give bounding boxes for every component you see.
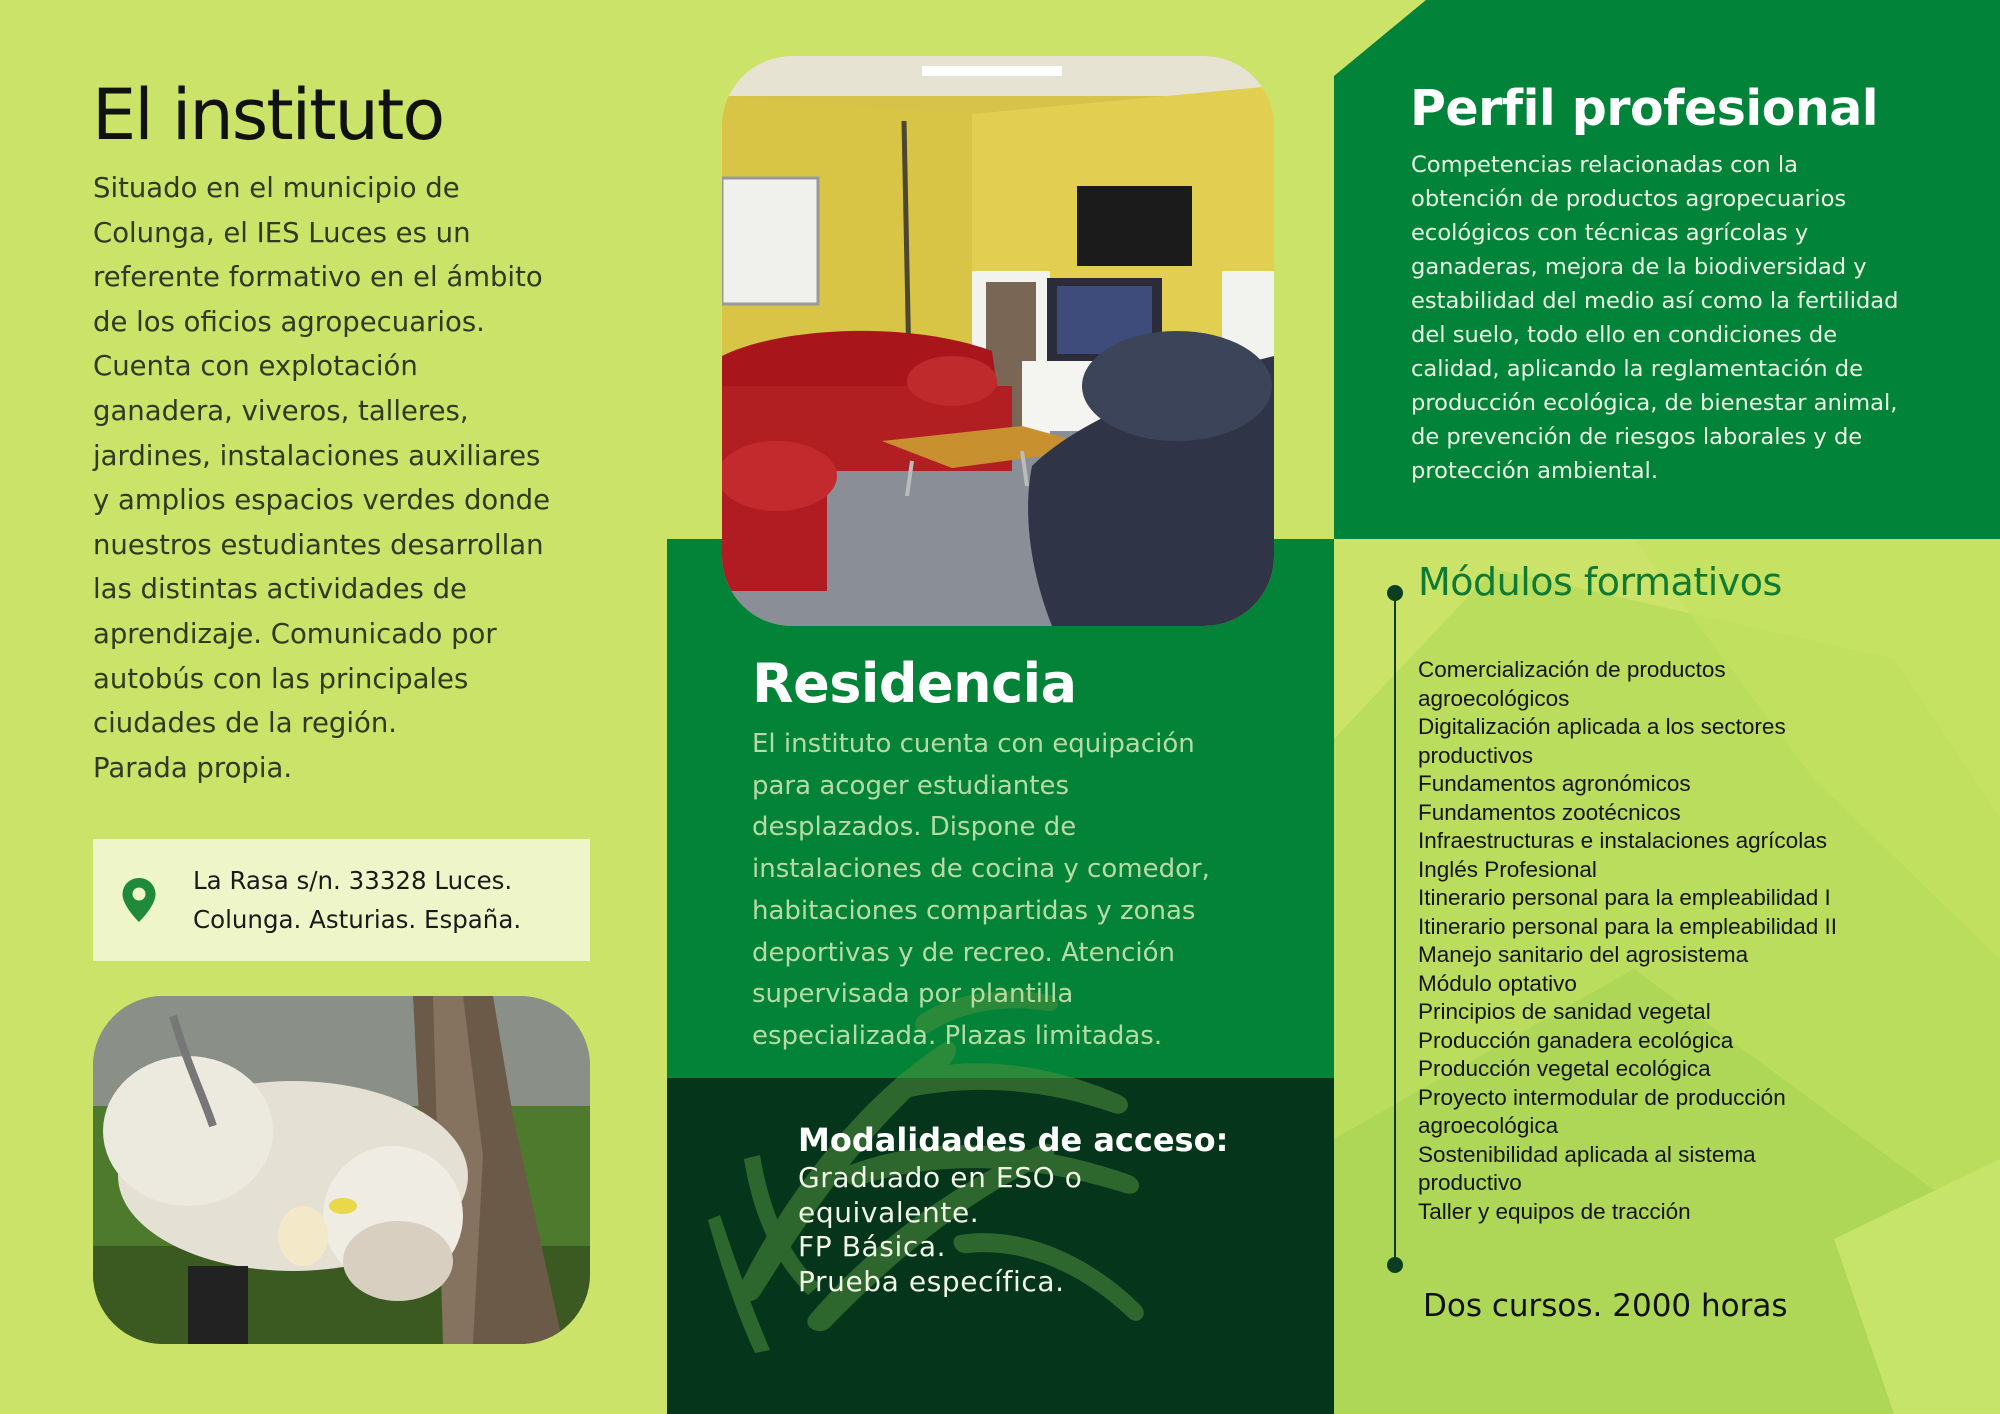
- institute-line: Parada propia.: [93, 751, 293, 784]
- profile-line: obtención de productos agropecuarios: [1411, 186, 1847, 212]
- module-item: Taller y equipos de tracción: [1418, 1198, 1691, 1224]
- institute-line: referente formativo en el ámbito: [93, 261, 543, 294]
- access-line: FP Básica.: [798, 1230, 947, 1263]
- address-box: [93, 839, 590, 961]
- institute-line: ganadera, viveros, talleres,: [93, 394, 469, 427]
- module-item: Producción ganadera ecológica: [1418, 1027, 1734, 1053]
- institute-title: El instituto: [92, 74, 444, 156]
- profile-description: [1411, 148, 1971, 488]
- profile-line: ecológicos con técnicas agrícolas y: [1411, 220, 1809, 246]
- modules-title: Módulos formativos: [1418, 560, 1782, 604]
- modules-list: [1418, 656, 1978, 1226]
- module-item: Itinerario personal para la empleabilidad II: [1418, 913, 1837, 939]
- profile-line: del suelo, todo ello en condiciones de: [1411, 322, 1838, 348]
- institute-line: Situado en el municipio de: [93, 172, 460, 204]
- profile-line: producción ecológica, de bienestar animal,: [1411, 390, 1898, 416]
- address-text: [193, 861, 521, 939]
- profile-line: protección ambiental.: [1411, 458, 1659, 484]
- institute-line: jardines, instalaciones auxiliares: [93, 439, 541, 472]
- module-item: Fundamentos zootécnicos: [1418, 799, 1681, 825]
- module-item: Módulo optativo: [1418, 970, 1577, 996]
- residence-line: supervisada por plantilla: [752, 979, 1074, 1010]
- institute-line: las distintas actividades de: [93, 573, 467, 606]
- profile-line: calidad, aplicando la reglamentación de: [1411, 356, 1864, 382]
- location-pin-icon: [121, 877, 157, 923]
- residence-line: desplazados. Dispone de: [752, 812, 1077, 843]
- module-item: Inglés Profesional: [1418, 856, 1597, 882]
- institute-line: autobús con las principales: [93, 662, 469, 695]
- profile-line: Competencias relacionadas con la: [1411, 152, 1798, 178]
- module-item: Producción vegetal ecológica: [1418, 1056, 1711, 1081]
- institute-line: nuestros estudiantes desarrollan: [93, 528, 544, 561]
- residence-line: El instituto cuenta con equipación: [752, 729, 1195, 759]
- institute-line: Colunga, el IES Luces es un: [93, 216, 471, 249]
- module-item: Manejo sanitario del agrosistema: [1418, 942, 1749, 967]
- institute-line: Cuenta con explotación: [93, 350, 418, 383]
- institute-line: ciudades de la región.: [93, 707, 398, 740]
- profile-line: ganaderas, mejora de la biodiversidad y: [1411, 254, 1867, 280]
- module-item: Proyecto intermodular de producción agroecológica: [1418, 1084, 1786, 1138]
- institute-line: aprendizaje. Comunicado por: [93, 617, 497, 650]
- residence-line: instalaciones de cocina y comedor,: [752, 854, 1210, 885]
- residence-line: para acoger estudiantes: [752, 770, 1070, 801]
- access-line: Graduado en ESO o: [798, 1161, 1083, 1194]
- module-item: Infraestructuras e instalaciones agrícolas: [1418, 828, 1827, 853]
- module-item: Itinerario personal para la empleabilidad I: [1418, 885, 1831, 910]
- address-line: La Rasa s/n. 33328 Luces.: [193, 866, 513, 895]
- residence-description: [752, 724, 1272, 1058]
- profile-line: de prevención de riesgos laborales y de: [1411, 424, 1863, 450]
- sheep-photo: [93, 996, 590, 1344]
- module-item: Principios de sanidad vegetal: [1418, 999, 1711, 1024]
- modules-timeline: [1384, 585, 1406, 1275]
- residence-line: habitaciones compartidas y zonas: [752, 895, 1196, 926]
- profile-line: estabilidad del medio así como la fertilidad: [1411, 288, 1899, 314]
- institute-line: y amplios espacios verdes donde: [93, 484, 551, 517]
- institute-line: de los oficios agropecuarios.: [93, 305, 485, 338]
- course-duration: Dos cursos. 2000 horas: [1423, 1288, 1788, 1324]
- residence-line: deportivas y de recreo. Atención: [752, 937, 1175, 968]
- residence-title: Residencia: [752, 652, 1077, 715]
- profile-title: Perfil profesional: [1410, 80, 1879, 137]
- access-title: Modalidades de acceso:: [798, 1121, 1229, 1159]
- residence-line: especializada. Plazas limitadas.: [752, 1020, 1163, 1051]
- module-item: Fundamentos agronómicos: [1418, 771, 1691, 796]
- module-item: Comercialización de productos agroecológicos: [1418, 657, 1726, 711]
- residence-room-photo: [722, 56, 1274, 626]
- module-item: Sostenibilidad aplicada al sistema productivo: [1418, 1141, 1756, 1195]
- access-line: Prueba específica.: [798, 1264, 1065, 1298]
- access-line: equivalente.: [798, 1195, 980, 1229]
- address-line: Colunga. Asturias. España.: [193, 905, 522, 934]
- access-list: [798, 1161, 1082, 1299]
- institute-description: [93, 166, 603, 790]
- module-item: Digitalización aplicada a los sectores productivos: [1418, 714, 1786, 768]
